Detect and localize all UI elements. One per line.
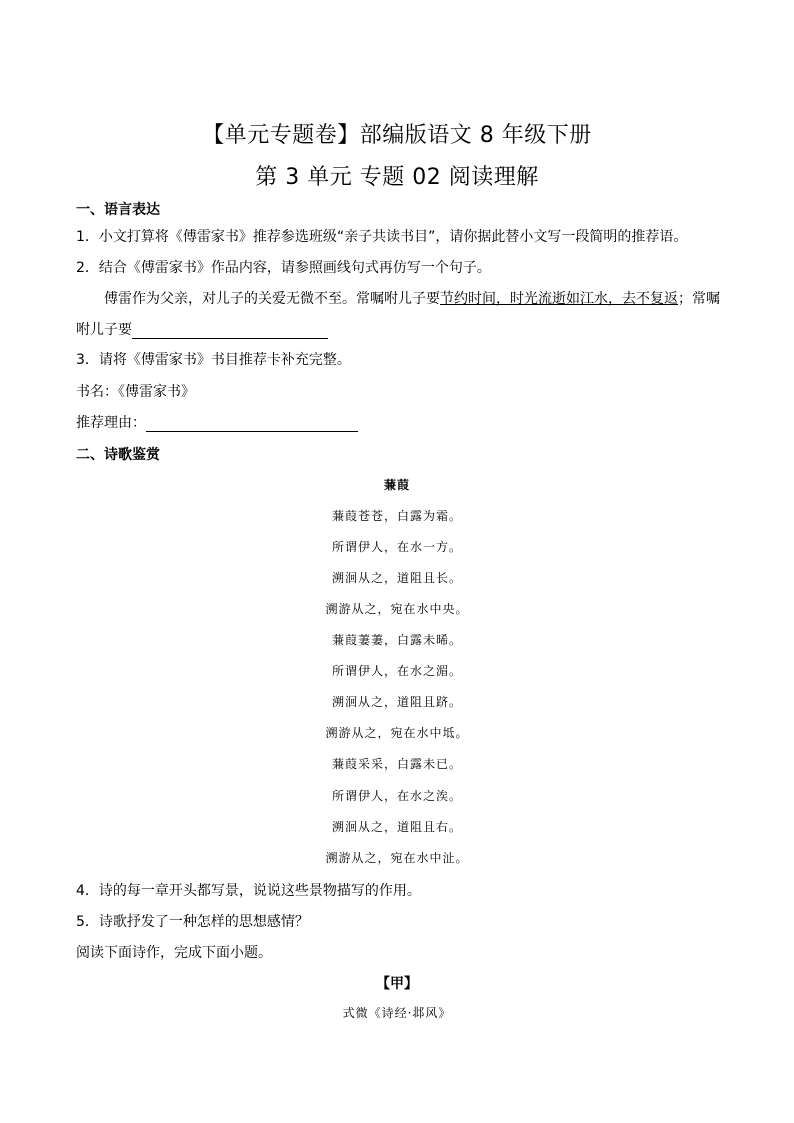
book-name-label: 书名：《傅雷家书》 <box>76 384 195 400</box>
reason-blank[interactable] <box>146 417 358 432</box>
question-3: 3．请将《傅雷家书》书目推荐卡补充完整。 <box>76 352 351 368</box>
document-title: 【单元专题卷】部编版语文 8 年级下册 <box>202 123 592 148</box>
poem-title: 蒹葭 <box>383 478 410 492</box>
jia-poem-title: 式微《诗经·邶风》 <box>342 1006 452 1020</box>
question-1: 1．小文打算将《傅雷家书》推荐参选班级“亲子共读书目”，请你据此替小文写一段简明的推荐语。 <box>76 229 688 245</box>
poem-line: 溯游从之，宛在水中坻。 <box>325 726 469 740</box>
poem-line: 溯洄从之，道阻且长。 <box>331 571 462 585</box>
poem-line: 溯游从之，宛在水中央。 <box>325 602 469 616</box>
answer-prefix: 咐儿子要 <box>76 322 132 338</box>
poem-line: 溯洄从之，道阻且右。 <box>331 820 462 834</box>
question-5: 5．诗歌抒发了一种怎样的思想感情？ <box>76 914 309 930</box>
section1-heading: 一、语言表达 <box>76 202 160 218</box>
question-2-answer-line <box>76 319 328 339</box>
poem-line: 蒹葭采采，白露未已。 <box>331 757 462 771</box>
section2-heading: 二、诗歌鉴赏 <box>76 447 160 463</box>
poem-line: 溯游从之，宛在水中沚。 <box>325 851 469 865</box>
example-text-end: ；常嘱 <box>678 291 720 307</box>
jia-label: 【甲】 <box>376 976 418 992</box>
question-2: 2．结合《傅雷家书》作品内容，请参照画线句式再仿写一个句子。 <box>76 260 491 276</box>
example-text-start: 傅雷作为父亲，对儿子的关爱无微不至。常嘱咐儿子要 <box>104 291 440 307</box>
poem-line: 蒹葭苍苍，白露为霜。 <box>331 509 462 523</box>
poem-line: 所谓伊人，在水一方。 <box>331 540 462 554</box>
answer-blank[interactable] <box>132 324 328 339</box>
poem-line: 所谓伊人，在水之湄。 <box>331 664 462 678</box>
underlined-sentence: 节约时间，时光流逝如江水，去不复返 <box>440 291 678 307</box>
poem-line: 蒹葭萋萋，白露未晞。 <box>331 633 462 647</box>
poem-line: 所谓伊人，在水之涘。 <box>331 789 462 803</box>
recommend-reason-label: 推荐理由： <box>76 415 146 431</box>
document-subtitle: 第 3 单元 专题 02 阅读理解 <box>255 165 539 190</box>
reading-instruction: 阅读下面诗作，完成下面小题。 <box>76 945 272 961</box>
question-4: 4．诗的每一章开头都写景，说说这些景物描写的作用。 <box>76 883 421 899</box>
poem-line: 溯洄从之，道阻且跻。 <box>331 695 462 709</box>
question-2-example <box>104 288 720 308</box>
recommend-reason-line <box>76 412 358 432</box>
